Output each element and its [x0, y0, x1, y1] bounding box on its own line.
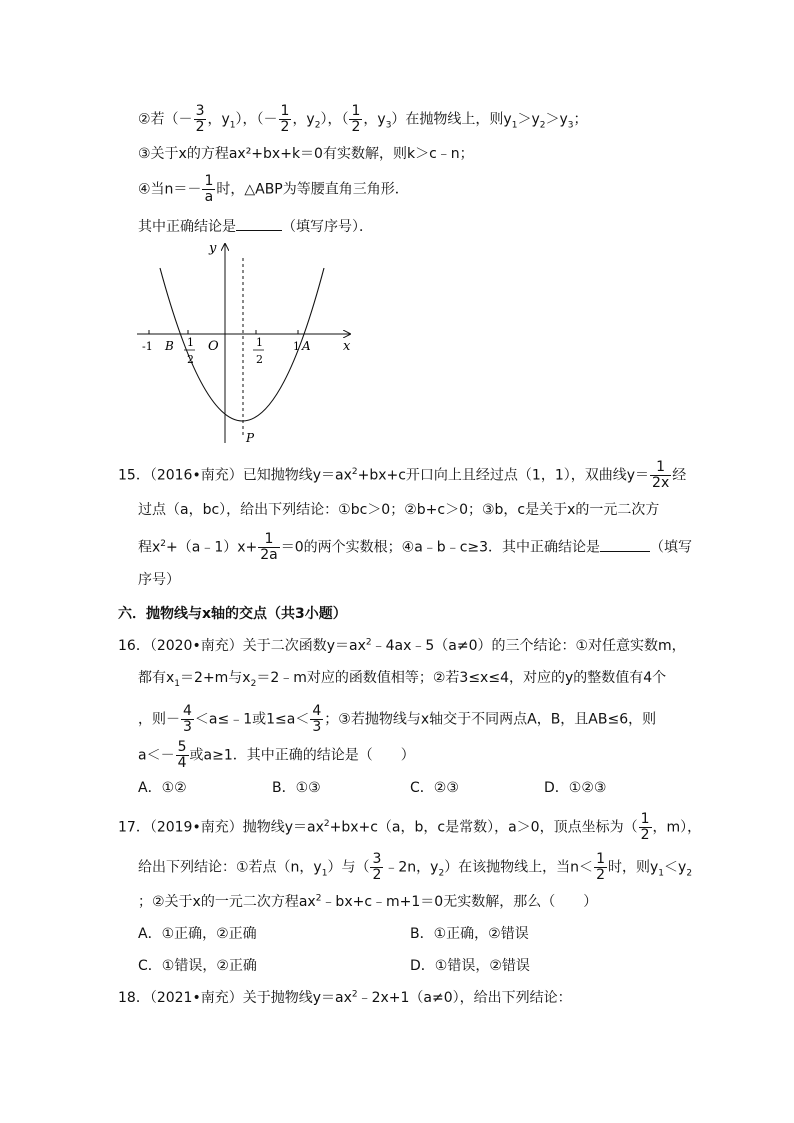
fraction: $\frac{3}{2}$	[195, 103, 205, 135]
x-label: x	[343, 339, 351, 354]
p14-item3: ③关于x的方程ax²+bx+k＝0有实数解，则k＞c﹣n；	[138, 146, 474, 162]
tick-label-half-neg-den: 2	[187, 353, 194, 366]
point-b-label: B	[165, 339, 174, 353]
p15-line4: 序号）	[138, 572, 180, 588]
fraction: $\frac{1}{2}$	[351, 103, 361, 135]
option-a[interactable]: A．①②	[138, 780, 187, 796]
fraction: $\frac{5}{4}$	[177, 739, 187, 771]
p17-options-row1	[0, 924, 794, 944]
answer-blank	[236, 216, 282, 231]
option-c[interactable]: C．①错误，②正确	[138, 958, 257, 974]
option-d[interactable]: D．①②③	[544, 780, 607, 796]
parabola-graph	[132, 238, 362, 448]
tick-label-one: 1	[293, 340, 300, 353]
tick-label-half-pos-num: 1	[256, 336, 263, 349]
p14-item4: ④当n＝－ $\frac{1}{a}$ 时，△ABP为等腰直角三角形．	[138, 173, 409, 205]
tick-label-half-pos-den: 2	[256, 353, 263, 366]
p18-line1: 18．（2021•南充）关于抛物线$y=ax^2﹣2x+1(a\ne 0)$，给出下列结论：	[118, 989, 572, 1006]
p16-line2: 都有$x_1=2+m$与$x_2=2﹣m$对应的函数值相等；②若3≤x≤4，对应的y的整数值有4个	[138, 670, 667, 689]
fraction: $\frac{1}{2}$	[640, 811, 650, 843]
fraction: $\frac{4}{3}$	[312, 703, 322, 735]
tick-label-m1: -1	[142, 340, 153, 353]
section-heading: 六．抛物线与x轴的交点（共3小题）	[118, 606, 347, 622]
p16-line1: 16．（2020•南充）关于二次函数$y=ax^2﹣4ax﹣5(a\ne 0)$的三个结论：①对任意实数m，	[118, 637, 686, 654]
fraction: $\frac{1}{2}$	[280, 103, 290, 135]
p17-line1: 17．（2019•南充）抛物线$y=ax^2+bx+c(a$，b，c是常数），a＞0，顶点坐标为（ $\frac{1}{2}$ ，m），	[118, 811, 702, 843]
fraction: $\frac{4}{3}$	[183, 703, 192, 735]
option-b[interactable]: B．①正确，②错误	[410, 926, 529, 942]
p17-line3: ；②关于x的一元二次方程$ax^2﹣bx+c﹣m+1=0$无实数解，那么（ ）	[138, 893, 598, 910]
y-label: y	[209, 241, 217, 256]
tick-label-half-neg-num: 1	[187, 336, 194, 349]
answer-blank	[600, 537, 650, 552]
p17-line2: 给出下列结论：①若点（n，$y_1$）与（ $\frac{3}{2}$ ﹣2n，$y_2$）在该抛物线上，当n＜ $\frac{1}{2}$ 时，则$y_1<y_2$	[138, 851, 693, 883]
p16-line3: ，则－ $\frac{4}{3}$ ＜a≤﹣1或1≤a＜ $\frac{4}{3}$ ；③若抛物线与x轴交于不同两点A，B，且AB≤6，则	[138, 703, 657, 735]
origin-label: O	[208, 339, 219, 354]
fraction: $\frac{1}{2a}$	[260, 531, 278, 563]
option-d[interactable]: D．①错误，②错误	[410, 958, 530, 974]
fraction: $\frac{1}{2x}$	[652, 459, 670, 491]
p15-line3: 程$x^2+(a﹣1)x+$ $\frac{1}{2a}$ ＝0的两个实数根；④a﹣b﹣c≥3．其中正确结论是 （填写	[138, 531, 693, 563]
fraction: $\frac{1}{2}$	[596, 851, 605, 883]
p16-line4: a＜－ $\frac{5}{4}$ 或a≥1．其中正确的结论是（ ）	[138, 739, 415, 771]
point-a-label: A	[302, 339, 311, 353]
p14-question: 其中正确结论是 （填写序号）．	[138, 216, 794, 237]
option-c[interactable]: C．②③	[410, 780, 459, 796]
p15-line1: 15．（2016•南充）已知抛物线$y=ax^2+bx+c$开口向上且经过点（1，1），双曲线y＝ $\frac{1}{2x}$ 经	[118, 459, 687, 491]
p16-options	[0, 778, 794, 798]
option-b[interactable]: B．①③	[272, 780, 321, 796]
p17-options-row2	[0, 956, 794, 976]
fraction: $\frac{1}{a}$	[204, 173, 214, 205]
point-p-label: P	[246, 431, 255, 445]
p15-line2: 过点（a，bc），给出下列结论：①bc＞0；②b+c＞0；③b，c是关于x的一元二次方	[138, 502, 660, 518]
option-a[interactable]: A．①正确，②正确	[138, 926, 257, 942]
fraction: $\frac{3}{2}$	[372, 851, 382, 883]
p14-item2: ②若（－ $\frac{3}{2}$ ，$y_1$），（－ $\frac{1}{2}$ ，$y_2$），（ $\frac{1}{2}$ ，$y_3$）在抛物线上，则$y_1>y_2>y_3$；	[138, 103, 588, 135]
